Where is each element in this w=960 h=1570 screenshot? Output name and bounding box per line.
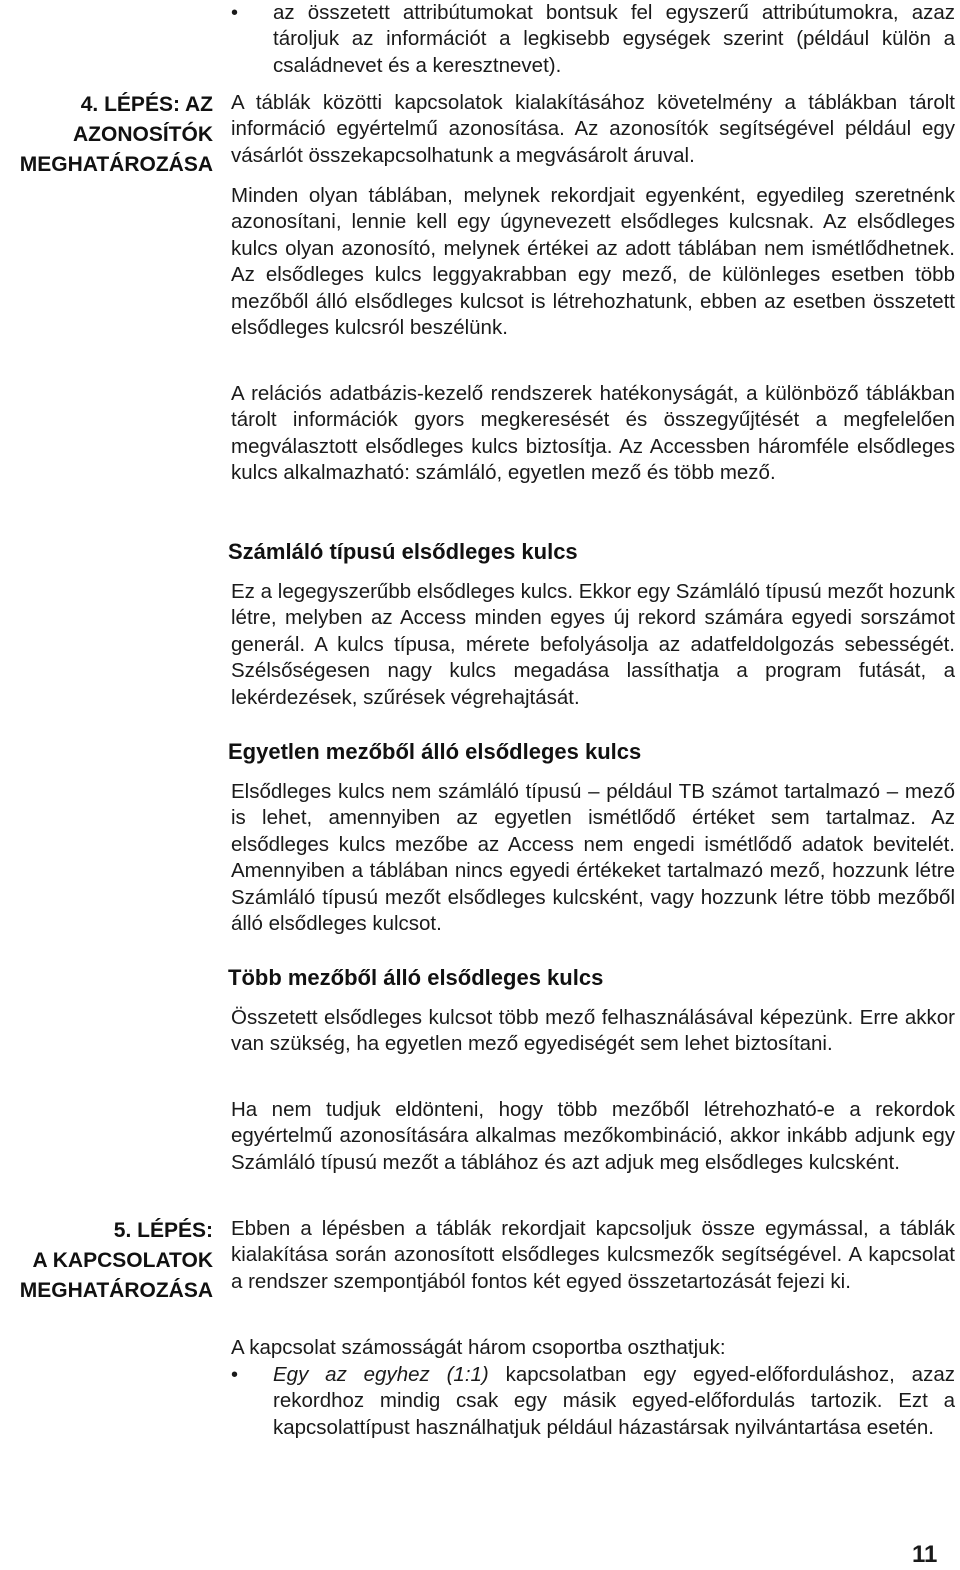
step4-paragraph-1-block <box>231 90 955 169</box>
step4-heading-line1: 4. LÉPÉS: AZ <box>80 93 213 116</box>
step4-paragraph-2: Minden olyan táblában, melynek rekordjait egyenként, egyedileg szeretnénk azonosítani, lennie kell egy úgynevezett elsődleges kulcsnak. Az elsődleges kulcs olyan azonosító, melynek értékei az adott táblában nem ismétlődhetnek. Az elsődleges kulcs leggyakrabban egy mező, de különleges esetben több mezőből álló elsődleges kulcsot is létrehozhatunk, ebben az esetben összetett elsődleges kulcsról beszélünk. <box>231 184 955 340</box>
bullet-item <box>231 0 955 79</box>
page-number: 11 <box>912 1541 938 1568</box>
section-multi-field-key-block-1 <box>231 1005 955 1058</box>
step5-heading-line1: 5. LÉPÉS: <box>113 1219 213 1242</box>
step5-paragraph-1-block <box>231 1216 955 1295</box>
step4-paragraph-2-block <box>231 183 955 341</box>
section-title-single-field-key: Egyetlen mezőből álló elsődleges kulcs <box>228 739 642 764</box>
section-counter-key-paragraph: Ez a legegyszerűbb elsődleges kulcs. Ekkor egy Számláló típusú mezőt hozunk létre, melyben az Access minden egyes új rekord számára egyedi sorszámot generál. A kulcs típusa, mérete befolyásolja az adatfeldolgozás sebességét. Szélsőségesen nagy kulcs megadása lassíthatja a program futását, a lekérdezések, szűrések végrehajtását. <box>231 580 955 709</box>
bullet-item-one-to-one <box>231 1362 955 1441</box>
section-multi-field-key-block-2 <box>231 1097 955 1176</box>
step4-paragraph-3: A relációs adatbázis-kezelő rendszerek hatékonyságát, a különböző táblákban tárolt információk gyors megkeresését és összegyűjtését a megfelelően megválasztott elsődleges kulcs biztosítja. Az Accessben háromféle elsődleges kulcs alkalmazható: számláló, egyetlen mező és több mező. <box>231 382 955 485</box>
step5-heading-line2: A KAPCSOLATOK <box>32 1249 213 1272</box>
one-to-one-description: kapcsolatban egy egyed-előforduláshoz, azaz rekordhoz mindig csak egy másik egyed-előfordulás tartozik. Ezt a kapcsolattípust használhatjuk például házastársak nyilvántartása esetén. <box>273 1363 955 1439</box>
bullet-icon: • <box>231 1364 239 1386</box>
step4-paragraph-3-block <box>231 381 955 487</box>
step5-heading <box>0 1216 213 1306</box>
bullet-text: az összetett attribútumokat bontsuk fel egyszerű attribútumokra, azaz tároljuk az információt a legkisebb egységek szerint (például külön a családnevet és a keresztnevet). <box>273 1 955 77</box>
section-single-field-key-paragraph: Elsődleges kulcs nem számláló típusú – például TB számot tartalmazó – mező is lehet, amennyiben az egyetlen ismétlődő értéket sem tartalmaz. Az elsődleges kulcs mezőbe az Access nem engedi ismétlődő adatok bevitelét. Amennyiben a táblában nincs egyedi értékeket tartalmazó mező, hozzunk létre Számláló típusú mezőt elsődleges kulcsként, vagy hozzunk létre több mezőből álló elsődleges kulcsot. <box>231 780 955 936</box>
step5-heading-line3: MEGHATÁROZÁSA <box>19 1279 213 1302</box>
section-title-counter-key: Számláló típusú elsődleges kulcs <box>228 539 578 564</box>
section-counter-key-block <box>231 579 955 711</box>
step5-paragraph-2-block <box>231 1335 955 1361</box>
step5-paragraph-1: Ebben a lépésben a táblák rekordjait kapcsoljuk össze egymással, a táblák kialakítása során azonosított elsődleges kulcsmezők segítségével. A kapcsolat a rendszer szempontjából fontos két egyed összetartozását fejezi ki. <box>231 1217 955 1293</box>
step4-heading <box>0 90 213 180</box>
step4-paragraph-1: A táblák közötti kapcsolatok kialakításához követelmény a táblákban tárolt információ egyértelmű azonosítása. Az azonosítók segítségével például egy vásárlót összekapcsolhatunk a megvásárolt áruval. <box>231 91 955 167</box>
step4-heading-line2: AZONOSÍTÓK <box>73 123 213 146</box>
section-multi-field-key-paragraph-1: Összetett elsődleges kulcsot több mező felhasználásával képezünk. Erre akkor van szükség, ha egyetlen mező egyediségét sem lehet biztosítani. <box>231 1006 955 1056</box>
section-multi-field-key-paragraph-2: Ha nem tudjuk eldönteni, hogy több mezőből létrehozható-e a rekordok egyértelmű azonosítására alkalmas mezőkombináció, akkor inkább adjunk egy Számláló típusú mezőt a táblához és azt adjuk meg elsődleges kulcsként. <box>231 1098 955 1174</box>
step4-heading-line3: MEGHATÁROZÁSA <box>19 153 213 176</box>
step5-paragraph-2: A kapcsolat számosságát három csoportba oszthatjuk: <box>231 1336 726 1359</box>
one-to-one-term: Egy az egyhez (1:1) <box>273 1363 489 1386</box>
section-title-multi-field-key: Több mezőből álló elsődleges kulcs <box>228 965 604 990</box>
bullet-icon: • <box>231 2 239 24</box>
bullet-text-one-to-one <box>273 1362 955 1441</box>
section-single-field-key-block <box>231 779 955 937</box>
